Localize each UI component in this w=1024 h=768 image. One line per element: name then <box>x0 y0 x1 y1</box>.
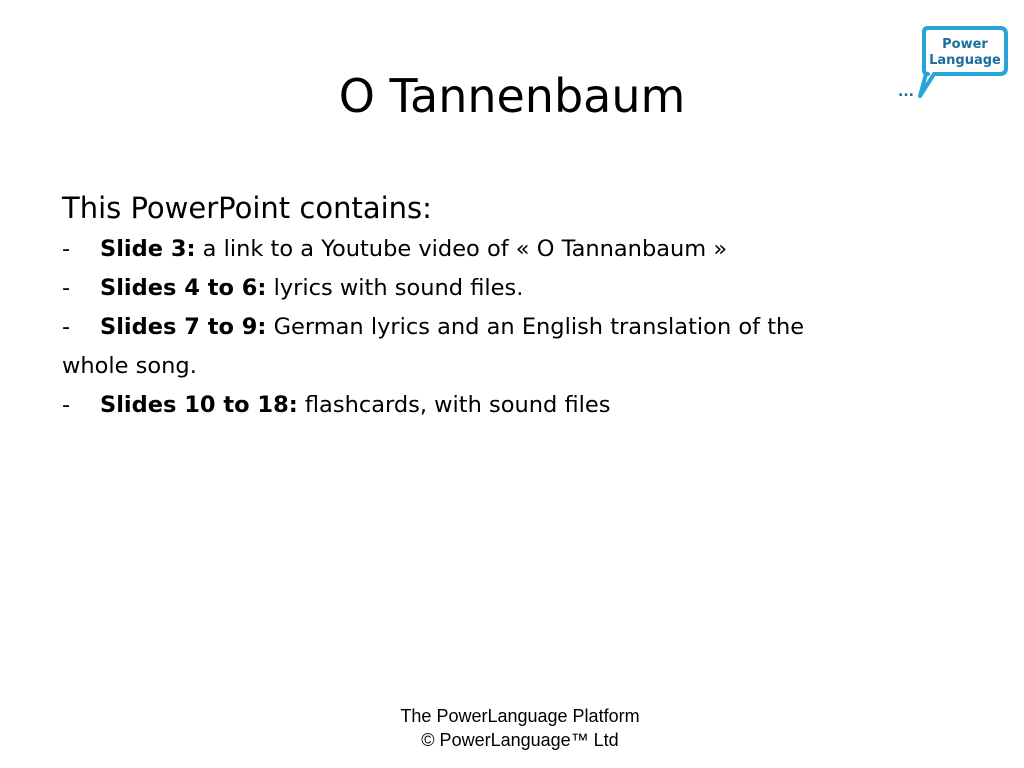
list-dash: - <box>62 236 71 262</box>
list-item-text: lyrics with sound files. <box>266 275 524 301</box>
footer-copyright: © PowerLanguage™ Ltd <box>421 730 619 750</box>
logo-line1: Power <box>942 37 988 52</box>
list-item-label: Slide 3: <box>100 236 196 262</box>
list-item-label: Slides 10 to 18: <box>100 392 298 418</box>
list-item <box>62 308 962 347</box>
list-dash: - <box>62 275 71 301</box>
list-item <box>62 230 962 269</box>
logo-dots: ... <box>898 84 914 100</box>
list-item-text: a link to a Youtube video of « O Tannanbaum » <box>195 236 728 262</box>
slide-title: O Tannenbaum <box>338 69 686 123</box>
footer-platform: The PowerLanguage Platform <box>400 706 640 726</box>
logo-line2: Language <box>929 53 1001 68</box>
list-item <box>62 269 962 308</box>
list-item-label: Slides 4 to 6: <box>100 275 267 301</box>
list-item-text: flashcards, with sound files <box>297 392 611 418</box>
list-item-text: German lyrics and an English translation of the <box>266 314 805 340</box>
list-item <box>62 386 962 425</box>
list-dash: - <box>62 392 71 418</box>
intro-heading: This PowerPoint contains: <box>62 191 432 225</box>
list-item-continuation: whole song. <box>62 353 197 379</box>
list-dash: - <box>62 314 71 340</box>
list-item-label: Slides 7 to 9: <box>100 314 267 340</box>
slide-content <box>62 188 962 425</box>
slide-footer <box>380 704 660 752</box>
